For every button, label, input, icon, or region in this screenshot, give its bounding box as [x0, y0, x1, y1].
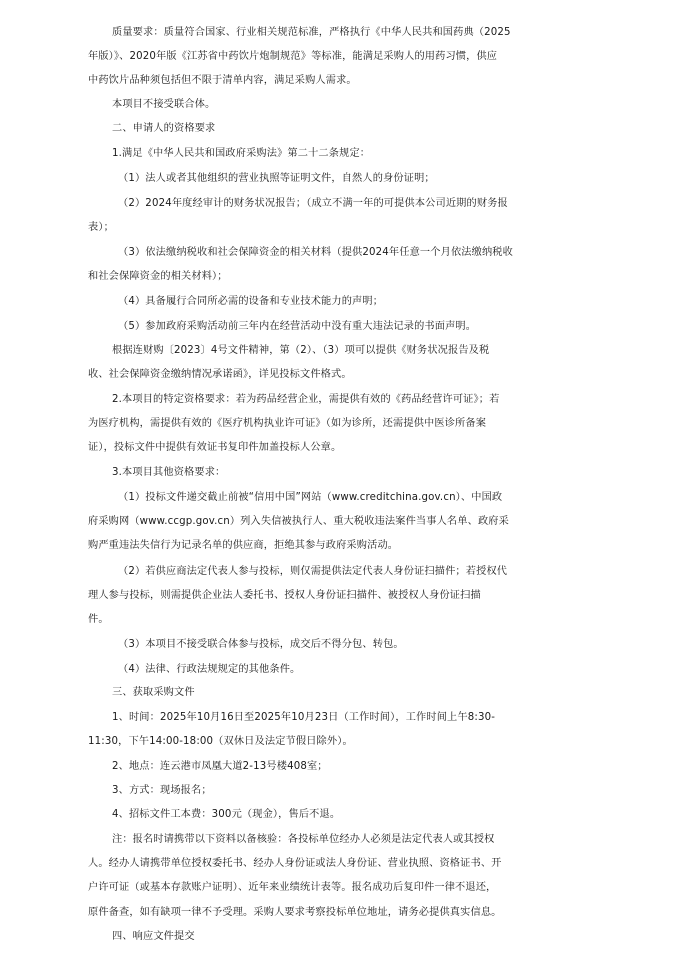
list-item-continuation: 理人参与投标，则需提供企业法人委托书、授权人身份证扫描件、被授权人身份证扫描 — [88, 590, 481, 601]
paragraph-line: 4、招标文件工本费：300元（现金），售后不退。 — [112, 809, 341, 820]
paragraph-line: 本项目不接受联合体。 — [112, 99, 216, 110]
list-item: （4）具备履行合同所必需的设备和专业技术能力的声明； — [118, 296, 384, 307]
section-heading: 四、响应文件提交 — [112, 931, 195, 942]
note-line: 注：报名时请携带以下资料以备核验：各投标单位经办人必须是法定代表人或其授权 — [112, 834, 495, 845]
paragraph-line: 为医疗机构，需提供有效的《医疗机构执业许可证》（如为诊所，还需提供中医诊所备案 — [88, 418, 487, 429]
paragraph-line: 根据连财购〔2023〕4号文件精神，第（2）、（3）项可以提供《财务状况报告及税 — [112, 345, 490, 356]
list-item: （5）参加政府采购活动前三年内在经营活动中没有重大违法记录的书面声明。 — [118, 321, 477, 332]
paragraph-line: 中药饮片品种须包括但不限于清单内容，满足采购人需求。 — [88, 75, 357, 86]
paragraph-line: 1、时间：2025年10月16日至2025年10月23日（工作时间），工作时间上午8:30- — [112, 712, 496, 723]
list-item: （4）法律、行政法规规定的其他条件。 — [118, 664, 301, 675]
list-item: （2）2024年度经审计的财务状况报告；（成立不满一年的可提供本公司近期的财务报 — [118, 198, 508, 209]
paragraph-line: 证），投标文件中提供有效证书复印件加盖投标人公章。 — [88, 442, 342, 453]
paragraph-line: 3.本项目其他资格要求： — [112, 467, 226, 478]
list-item: （2）若供应商法定代表人参与投标，则仅需提供法定代表人身份证扫描件；若授权代 — [118, 566, 508, 577]
paragraph-line: 2.本项目的特定资格要求：若为药品经营企业，需提供有效的《药品经营许可证》；若 — [112, 394, 500, 405]
list-item-continuation: 表）； — [88, 222, 114, 233]
paragraph-line: 质量要求：质量符合国家、行业相关规范标准，严格执行《中华人民共和国药典（2025 — [112, 27, 511, 38]
paragraph-line: 收、社会保障资金缴纳情况承诺函》，详见投标文件格式。 — [88, 369, 352, 380]
paragraph-line: 1.满足《中华人民共和国政府采购法》第二十二条规定： — [112, 148, 371, 159]
list-item-continuation: 购严重违法失信行为记录名单的供应商，拒绝其参与政府采购活动。 — [88, 540, 399, 551]
section-heading: 三、获取采购文件 — [112, 687, 195, 698]
list-item-continuation: 和社会保障资金的相关材料）； — [88, 271, 228, 282]
paragraph-line: 2、地点：连云港市凤凰大道2-13号楼408室； — [112, 761, 328, 772]
note-line: 人。经办人请携带单位授权委托书、经办人身份证或法人身份证、营业执照、资格证书、开 — [88, 858, 502, 869]
list-item: （1）法人或者其他组织的营业执照等证明文件，自然人的身份证明； — [118, 173, 435, 184]
list-item-continuation: 府采购网（www.ccgp.gov.cn）列入失信被执行人、重大税收违法案件当事人名单、政府采 — [88, 516, 509, 527]
list-item: （1）投标文件递交截止前被“信用中国”网站（www.creditchina.gov.cn）、中国政 — [118, 492, 503, 503]
paragraph-line: 3、方式：现场报名； — [112, 785, 212, 796]
list-item-continuation: 件。 — [88, 614, 109, 625]
list-item: （3）依法缴纳税收和社会保障资金的相关材料（提供2024年任意一个月依法缴纳税收 — [118, 247, 513, 258]
note-line: 原件备查，如有缺项一律不予受理。采购人要求考察投标单位地址，请务必提供真实信息。 — [88, 907, 502, 918]
paragraph-line: 11:30，下午14:00-18:00（双休日及法定节假日除外）。 — [88, 736, 353, 747]
list-item: （3）本项目不接受联合体参与投标，成交后不得分包、转包。 — [118, 639, 404, 650]
paragraph-line: 年版）》、2020年版《江苏省中药饮片炮制规范》等标准，能满足采购人的用药习惯，供应 — [88, 51, 498, 62]
section-heading: 二、申请人的资格要求 — [112, 123, 216, 134]
note-line: 户许可证（或基本存款账户证明）、近年来业绩统计表等。报名成功后复印件一律不退还， — [88, 882, 497, 893]
